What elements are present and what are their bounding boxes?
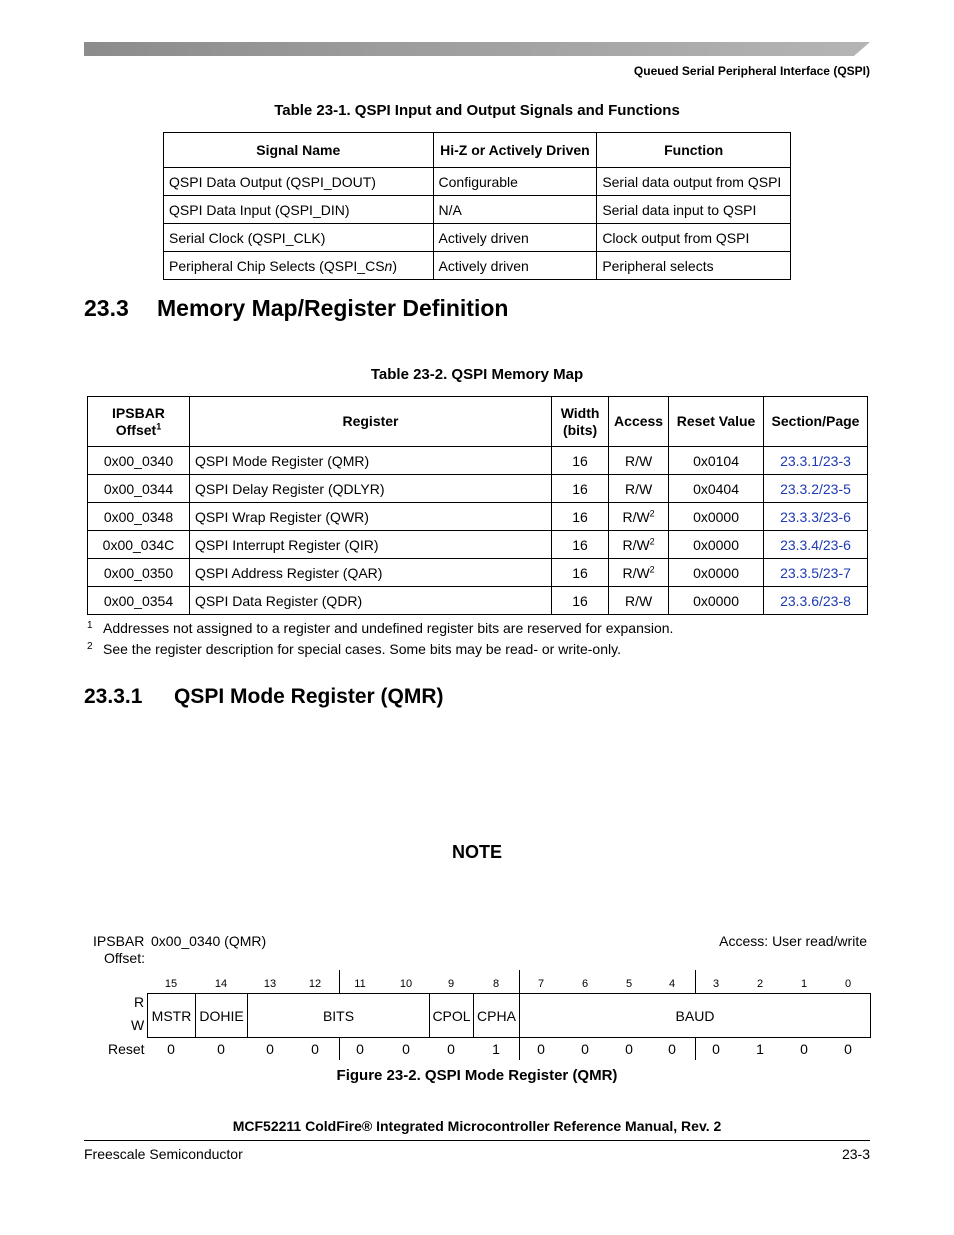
footer-title: MCF52211 ColdFire® Integrated Microcontroller Reference Manual, Rev. 2	[232, 1118, 722, 1134]
table-cell: Peripheral selects	[597, 252, 791, 280]
column-header-width	[552, 397, 609, 447]
bit-number: 8	[492, 978, 500, 990]
width-cell: 16	[552, 447, 609, 475]
footer-company: Freescale Semiconductor	[84, 1146, 243, 1162]
reset-label: Reset	[108, 1041, 145, 1057]
column-header-section: Section/Page	[763, 397, 867, 447]
offset-cell: 0x00_0348	[88, 503, 190, 531]
reset-value: 0	[311, 1041, 319, 1057]
access-text: R/W	[624, 592, 653, 609]
access-cell	[609, 447, 669, 475]
reset-value: 0	[266, 1041, 274, 1057]
access-cell	[609, 587, 669, 615]
access-label: Access: User read/write	[719, 933, 867, 949]
bit-number: 7	[537, 978, 545, 990]
reset-value: 1	[492, 1041, 500, 1057]
footnote-ref: 1	[156, 420, 162, 431]
access-text: R/W	[622, 564, 650, 581]
field-bits: BITS	[247, 993, 430, 1038]
reset-value: 0	[537, 1041, 545, 1057]
table-row	[164, 224, 791, 252]
table-cell: QSPI Data Output (QSPI_DOUT)	[164, 168, 434, 196]
width-cell: 16	[552, 503, 609, 531]
section-number: 23.3	[84, 295, 129, 321]
offset-cell: 0x00_0344	[88, 475, 190, 503]
table-row	[164, 168, 791, 196]
register-cell: QSPI Address Register (QAR)	[189, 559, 551, 587]
offset-cell: 0x00_0354	[88, 587, 190, 615]
read-label: R	[134, 994, 145, 1010]
table-row	[88, 587, 868, 615]
table-row	[164, 196, 791, 224]
reset-cell: 0x0104	[669, 447, 764, 475]
section-link[interactable]: 23.3.6/23-8	[763, 587, 867, 615]
table-cell	[164, 252, 434, 280]
table2-caption: Table 23-2. QSPI Memory Map	[370, 366, 584, 383]
section-link[interactable]: 23.3.2/23-5	[763, 475, 867, 503]
offset-label: Offset:	[104, 950, 145, 966]
field-dohie: DOHIE	[195, 993, 248, 1038]
reset-value: 0	[625, 1041, 633, 1057]
reset-value: 0	[800, 1041, 808, 1057]
register-cell: QSPI Interrupt Register (QIR)	[189, 531, 551, 559]
field-cpol: CPOL	[429, 993, 474, 1038]
column-header: Function	[597, 133, 791, 168]
footnote-text: See the register description for special cases. Some bits may be read- or write-only.	[103, 641, 621, 657]
table-row	[88, 531, 868, 559]
column-header: Signal Name	[164, 133, 434, 168]
table-row	[88, 559, 868, 587]
footnote-mark: 2	[87, 641, 93, 652]
field-mstr: MSTR	[147, 993, 196, 1038]
access-text: R/W	[624, 480, 653, 497]
header-text: Width	[560, 404, 600, 421]
column-header-register: Register	[189, 397, 551, 447]
memory-map-table	[87, 396, 868, 615]
reset-value: 0	[356, 1041, 364, 1057]
table-cell: Actively driven	[433, 224, 597, 252]
table-cell: Clock output from QSPI	[597, 224, 791, 252]
nibble-divider	[695, 1038, 696, 1060]
table-cell: Serial Clock (QSPI_CLK)	[164, 224, 434, 252]
field-baud: BAUD	[519, 993, 871, 1038]
register-cell: QSPI Delay Register (QDLYR)	[189, 475, 551, 503]
access-cell	[609, 559, 669, 587]
table-header-row	[164, 133, 791, 168]
bit-number: 0	[844, 978, 852, 990]
offset-cell: 0x00_0340	[88, 447, 190, 475]
footer-divider	[84, 1140, 870, 1141]
byte-divider	[519, 970, 520, 993]
reset-value: 0	[712, 1041, 720, 1057]
bit-number: 3	[712, 978, 720, 990]
table-cell: Serial data output from QSPI	[597, 168, 791, 196]
header-text: IPSBAR	[112, 404, 165, 421]
header-text: (bits)	[562, 421, 598, 438]
access-text: R/W	[622, 536, 650, 553]
section-title: Memory Map/Register Definition	[157, 295, 509, 321]
section-heading	[84, 295, 508, 322]
byte-divider	[339, 970, 340, 993]
reset-value: 1	[756, 1041, 764, 1057]
table-row	[88, 447, 868, 475]
header-bar	[84, 42, 870, 56]
column-header-reset: Reset Value	[669, 397, 764, 447]
table-row	[164, 252, 791, 280]
byte-divider	[339, 1038, 340, 1060]
bit-number: 6	[581, 978, 589, 990]
register-cell: QSPI Wrap Register (QWR)	[189, 503, 551, 531]
bit-number: 14	[214, 978, 228, 990]
signal-text: Peripheral Chip Selects (QSPI_CS	[169, 257, 385, 274]
bit-number: 1	[800, 978, 808, 990]
register-cell: QSPI Mode Register (QMR)	[189, 447, 551, 475]
bit-number: 10	[399, 978, 413, 990]
byte-divider	[519, 1038, 520, 1060]
table-cell: Serial data input to QSPI	[597, 196, 791, 224]
running-title: Queued Serial Peripheral Interface (QSPI)	[633, 64, 870, 78]
offset-cell: 0x00_034C	[88, 531, 190, 559]
access-cell	[609, 475, 669, 503]
offset-value: 0x00_0340 (QMR)	[151, 933, 267, 949]
reset-cell: 0x0000	[669, 503, 764, 531]
page-number: 23-3	[841, 1146, 870, 1162]
table-cell: QSPI Data Input (QSPI_DIN)	[164, 196, 434, 224]
table-row	[88, 475, 868, 503]
figure-caption: Figure 23-2. QSPI Mode Register (QMR)	[336, 1067, 618, 1084]
footnote-ref: 2	[649, 563, 655, 574]
header-text: Offset	[115, 421, 157, 438]
signals-table	[163, 132, 791, 280]
table-header-row	[88, 397, 868, 447]
field-cpha: CPHA	[473, 993, 520, 1038]
reset-value: 0	[402, 1041, 410, 1057]
table-cell: N/A	[433, 196, 597, 224]
bit-number: 2	[756, 978, 764, 990]
offset-cell: 0x00_0350	[88, 559, 190, 587]
bit-number: 15	[164, 978, 178, 990]
section-link[interactable]: 23.3.4/23-6	[763, 531, 867, 559]
table-cell: Configurable	[433, 168, 597, 196]
section-number: 23.3.1	[84, 685, 143, 708]
note-title: NOTE	[451, 842, 502, 862]
section-link[interactable]: 23.3.5/23-7	[763, 559, 867, 587]
footnote-ref: 2	[649, 507, 655, 518]
bit-number: 4	[668, 978, 676, 990]
reset-value: 0	[581, 1041, 589, 1057]
column-header: Hi-Z or Actively Driven	[433, 133, 597, 168]
bit-number: 13	[263, 978, 277, 990]
reset-value: 0	[668, 1041, 676, 1057]
section-title: QSPI Mode Register (QMR)	[174, 685, 444, 708]
register-cell: QSPI Data Register (QDR)	[189, 587, 551, 615]
access-text: R/W	[622, 508, 650, 525]
footnote-ref: 2	[649, 535, 655, 546]
nibble-divider	[695, 970, 696, 993]
column-header-access: Access	[609, 397, 669, 447]
column-header-offset	[88, 397, 190, 447]
access-cell	[609, 531, 669, 559]
width-cell: 16	[552, 587, 609, 615]
reset-value: 0	[844, 1041, 852, 1057]
section-link[interactable]: 23.3.3/23-6	[763, 503, 867, 531]
width-cell: 16	[552, 475, 609, 503]
footnote-mark: 1	[87, 620, 93, 631]
bit-number: 12	[308, 978, 322, 990]
reset-value: 0	[217, 1041, 225, 1057]
reset-cell: 0x0000	[669, 587, 764, 615]
bit-number: 9	[447, 978, 455, 990]
access-cell	[609, 503, 669, 531]
footnote	[87, 620, 673, 636]
signal-italic: n	[384, 257, 393, 274]
write-label: W	[131, 1017, 145, 1033]
table1-caption: Table 23-1. QSPI Input and Output Signals and Functions	[274, 102, 680, 119]
reset-value: 0	[167, 1041, 175, 1057]
width-cell: 16	[552, 531, 609, 559]
reset-cell: 0x0000	[669, 559, 764, 587]
footnote-text: Addresses not assigned to a register and undefined register bits are reserved for expansion.	[103, 620, 674, 636]
table-cell: Actively driven	[433, 252, 597, 280]
ipsbar-label: IPSBAR	[93, 933, 145, 949]
access-text: R/W	[624, 452, 653, 469]
footnote	[87, 641, 621, 657]
subsection-heading	[84, 685, 444, 709]
bit-number: 11	[354, 978, 366, 990]
table-row	[88, 503, 868, 531]
reset-value: 0	[447, 1041, 455, 1057]
reset-cell: 0x0000	[669, 531, 764, 559]
reset-cell: 0x0404	[669, 475, 764, 503]
section-link[interactable]: 23.3.1/23-3	[763, 447, 867, 475]
signal-text: )	[392, 257, 398, 274]
width-cell: 16	[552, 559, 609, 587]
bit-number: 5	[625, 978, 633, 990]
